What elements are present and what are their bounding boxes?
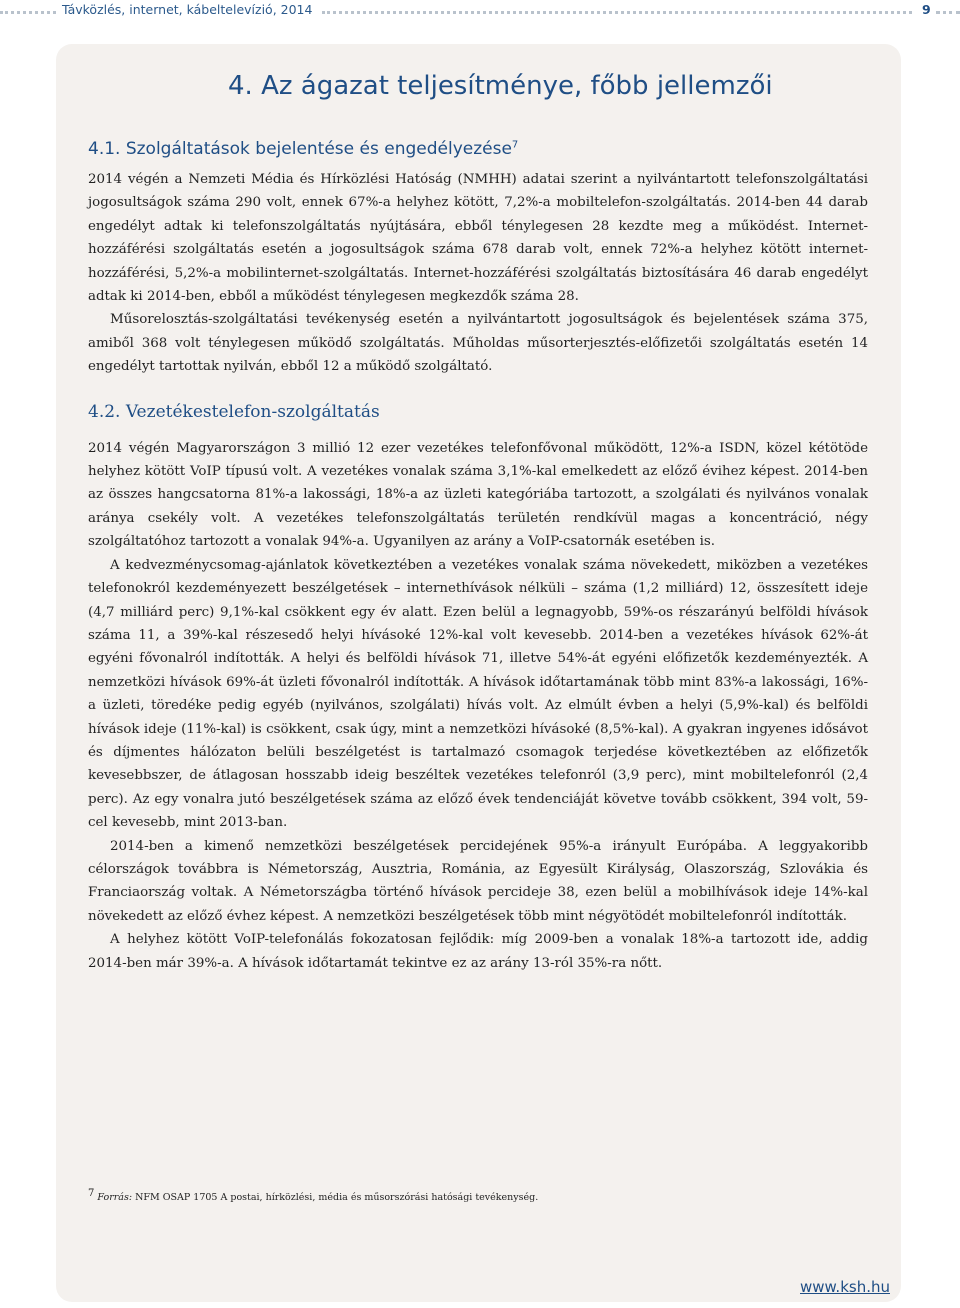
section-title-4-1-text: 4.1. Szolgáltatások bejelentése és engedélyezése: [88, 139, 512, 159]
paragraph: Műsorelosztás-szolgáltatási tevékenység esetén a nyilvántartott jogosultságok és bejelentések száma 375, amiből 368 volt ténylegesen működő szolgáltatás. Műholdas műsorterjesztés-előfizetői szolgáltatás esetén 14 engedélyt tartottak nyilván, ebből 12 a működő szolgáltató.: [88, 312, 868, 375]
section-body-4-2: [88, 437, 868, 975]
paragraph: 2014 végén Magyarországon 3 millió 12 ezer vezetékes telefonfővonal működött, 12%-a ISDN, közel kétötöde helyhez kötött VoIP típusú volt. A vezetékes vonalak száma 3,1%-kal emelkedett az előző évihez képest. 2014-ben az összes hangcsatorna 81%-a lakossági, 18%-a az üzleti kategóriába tartozott, a szolgálati és nyilvános vonalak aránya csekély volt. A vezetékes telefonszolgáltatás területén rendkívül magas a koncentráció, négy szolgáltatóhoz tartozott a vonalak 94%-a. Ugyanilyen az arány a VoIP-csatornák esetében is.: [88, 440, 868, 550]
section-title-4-2: 4.2. Vezetékestelefon-szolgáltatás: [88, 401, 380, 422]
page-number: 9: [922, 2, 931, 17]
chapter-title: 4. Az ágazat teljesítménye, főbb jellemzői: [228, 71, 773, 101]
footnote: [88, 1187, 868, 1203]
header-dots-right: [936, 11, 960, 14]
website-link[interactable]: www.ksh.hu: [800, 1278, 890, 1296]
header-title: Távközlés, internet, kábeltelevízió, 2014: [62, 2, 313, 17]
paragraph: A kedvezménycsomag-ajánlatok következtében a vezetékes vonalak száma növekedett, miközben a vezetékes telefonokról kezdeményezett beszélgetések – internethívások nélküli – száma (1,2 milliárd) 12, összesített ideje (4,7 milliárd perc) 9,1%-kal csökkent egy év alatt. Ezen belül a legnagyobb, 59%-os részarányú belföldi hívások száma 11, a 39%-kal részesedő helyi hívásoké 12%-kal volt kevesebb. 2014-ben a vezetékes hívások 62%-át egyéni fővonalról indították. A helyi és belföldi hívások 71, illetve 54%-át egyéni előfizetők kezdeményezték. A nemzetközi hívások 69%-át üzleti fővonalról indították. A hívások időtartamának több mint 83%-a lakossági, 16%-a üzleti, töredéke pedig egyéb (nyilvános, szolgálati) hívás volt. Az elmúlt évben a helyi (5,9%-kal) és belföldi hívások ideje (11%-kal) is csökkent, csak úgy, mint a nemzetközi hívásoké (8,5%-kal). A gyakran ingyenes idősávot és díjmentes hálózaton belüli beszélgetést is tartalmazó csomagok terjedése következtében az előfizetők kevesebbszer, de átlagosan hosszabb ideig beszéltek vezetékes telefonról (3,9 perc), mint mobiltelefonról (2,4 perc). Az egy vonalra jutó beszélgetések száma az előző évek tendenciáját követve tovább csökkent, 394 volt, 59-cel kevesebb, mint 2013-ban.: [88, 557, 868, 831]
paragraph: 2014-ben a kimenő nemzetközi beszélgetések percidejének 95%-a irányult Európába. A leggyakoribb célországok továbbra is Németország, Ausztria, Románia, az Egyesült Királyság, Olaszország, Szlovákia és Franciaország voltak. A Németországba történő hívások percideje 38, ezen belül a mobilhívások ideje 14%-kal növekedett az előző évhez képest. A nemzetközi beszélgetések több mint négyötödét mobiltelefonról indították.: [88, 838, 868, 924]
paragraph: 2014 végén a Nemzeti Média és Hírközlési Hatóság (NMHH) adatai szerint a nyilvántartott telefonszolgáltatási jogosultságok száma 290 volt, ennek 67%-a helyhez kötött, 7,2%-a mobiltelefon-szolgáltatás. 2014-ben 44 darab engedélyt adtak ki telefonszolgáltatás nyújtására, ebből ténylegesen 28 kezdte meg a működést. Internet-hozzáférési szolgáltatás esetén a jogosultságok száma 678 darab volt, ennek 72%-a helyhez kötött internet-hozzáférési, 5,2%-a mobilinternet-szolgáltatás. Internet-hozzáférési szolgáltatás biztosítására 46 darab engedélyt adtak ki 2014-ben, ebből a működést ténylegesen megkezdők száma 28.: [88, 172, 868, 305]
section-body-4-1: [88, 168, 868, 379]
header-dots-left: [0, 11, 56, 14]
footnote-text: NFM OSAP 1705 A postai, hírközlési, média és műsorszórási hatósági tevékenység.: [135, 1192, 539, 1203]
page-content: [88, 60, 868, 975]
footnote-reference[interactable]: 7: [511, 139, 519, 151]
paragraph: A helyhez kötött VoIP-telefonálás fokozatosan fejlődik: míg 2009-ben a vonalak 18%-a tartozott ide, addig 2014-ben már 39%-a. A hívások időtartamát tekintve ez az arány 13-ról 35%-ra nőtt.: [88, 932, 868, 971]
footnote-label: Forrás:: [97, 1192, 133, 1203]
footnote-number: 7: [88, 1187, 95, 1199]
running-header: [0, 0, 960, 22]
section-title-4-1: [88, 138, 868, 160]
header-dots-middle: [322, 11, 912, 14]
